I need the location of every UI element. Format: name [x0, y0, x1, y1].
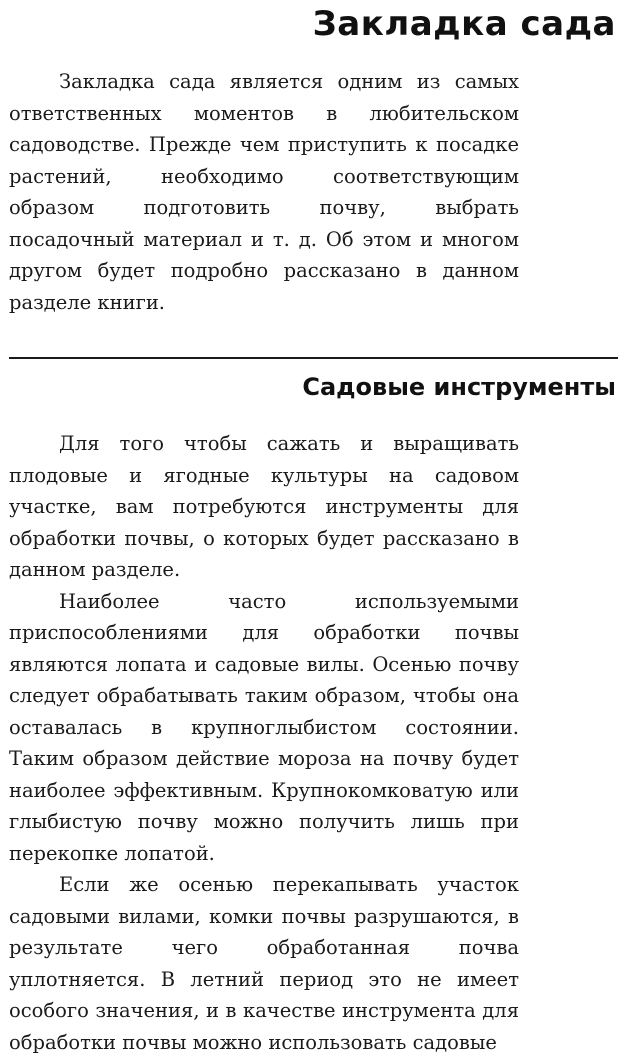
- section-divider: [9, 357, 618, 359]
- subsection-text: [9, 428, 519, 1058]
- body-paragraph: Наиболее часто используемыми приспособлениями для обработки почвы являются лопата и садовые вилы. Осенью почву следует обрабатывать таким образом, чтобы она оставалась в крупноглыбистом состоянии. Таким образом действие мороза на почву будет наиболее эффективным. Крупнокомковатую или глыбистую почву можно получить лишь при перекопке лопатой.: [9, 589, 519, 865]
- subsection-title: Садовые инструменты: [302, 373, 616, 401]
- intro-paragraph: Закладка сада является одним из самых ответственных моментов в любительском садоводстве. Прежде чем приступить к посадке растений, необходимо соответствующим образом подготовить почву, выбрать посадочный материал и т. д. Об этом и многом другом будет подробно рассказано в данном разделе книги.: [9, 70, 519, 314]
- intro-text: [9, 66, 519, 318]
- body-paragraph: Для того чтобы сажать и выращивать плодовые и ягодные культуры на садовом участке, вам потребуются инструменты для обработки почвы, о которых будет рассказано в данном разделе.: [9, 432, 519, 581]
- section-title: Закладка сада: [312, 4, 616, 44]
- body-paragraph: Если же осенью перекапывать участок садовыми вилами, комки почвы разрушаются, в результате чего обработанная почва уплотняется. В летний период это не имеет особого значения, и в качестве инструмента для обработки почвы можно использовать садовые: [9, 873, 519, 1054]
